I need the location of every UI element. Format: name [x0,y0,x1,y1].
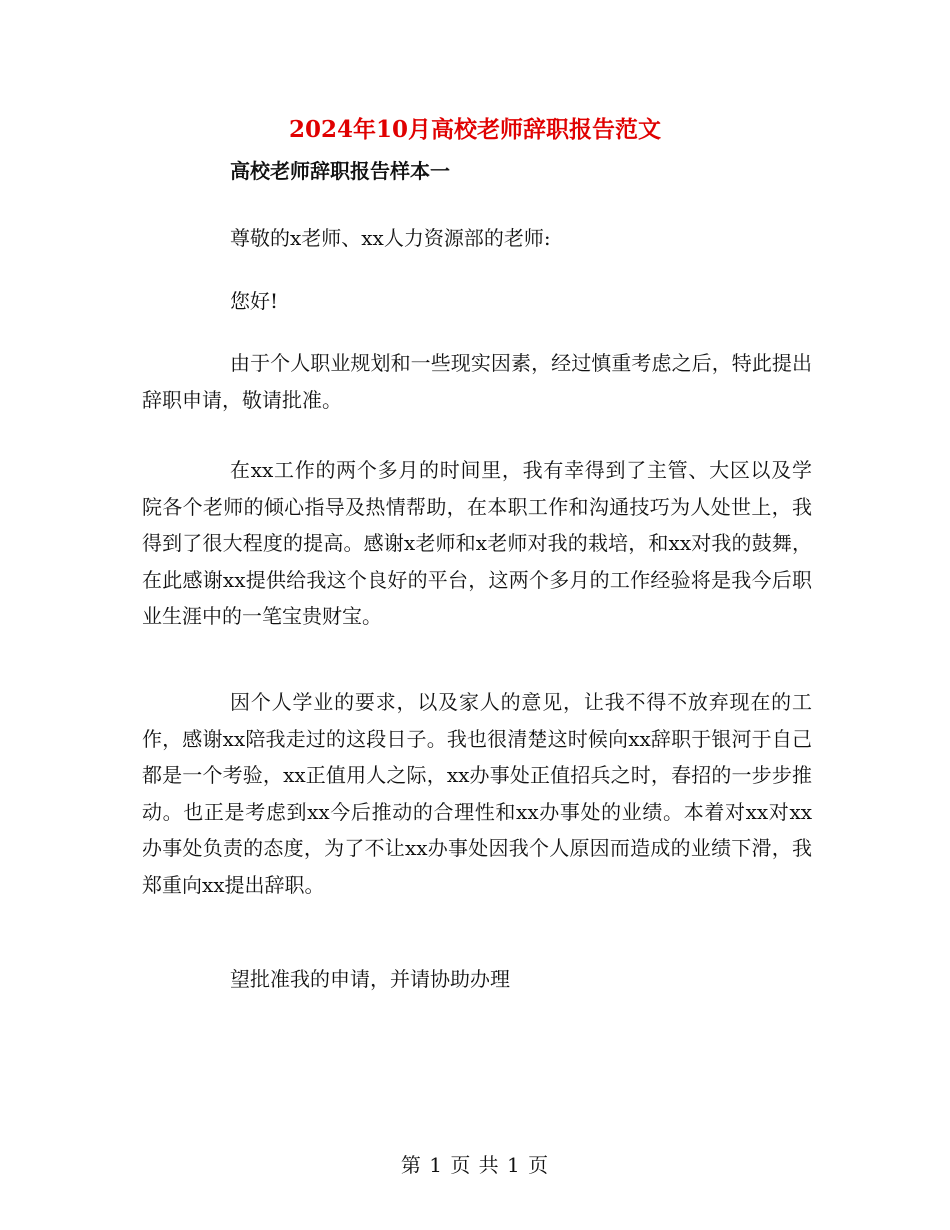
page-footer: 第 1 页 共 1 页 [400,1153,550,1177]
salutation: 尊敬的x老师、xx人力资源部的老师: [230,226,551,250]
paragraph-2: 在xx工作的两个多月的时间里，我有幸得到了主管、大区以及学院各个老师的倾心指导及热情帮助，在本职工作和沟通技巧为人处世上，我得到了很大程度的提高。感谢x老师和x老师对我的栽培，和xx对我的鼓舞，在此感谢xx提供给我这个良好的平台，这两个多月的工作经验将是我今后职业生涯中的一笔宝贵财宝。 [142,458,812,628]
section-heading: 高校老师辞职报告样本一 [230,159,450,183]
paragraph-3: 因个人学业的要求，以及家人的意见，让我不得不放弃现在的工作，感谢xx陪我走过的这段日子。我也很清楚这时候向xx辞职于银河于自己都是一个考验，xx正值用人之际，xx办事处正值招兵之时，春招的一步步推动。也正是考虑到xx今后推动的合理性和xx办事处的业绩。本着对xx对xx办事处负责的态度，为了不让xx办事处因我个人原因而造成的业绩下滑，我郑重向xx提出辞职。 [142,690,812,897]
closing-request: 望批准我的申请，并请协助办理 [230,967,510,991]
document-title: 2024年10月高校老师辞职报告范文 [288,116,662,143]
paragraph-1: 由于个人职业规划和一些现实因素，经过慎重考虑之后，特此提出辞职申请，敬请批准。 [142,351,812,412]
greeting: 您好! [230,289,279,313]
